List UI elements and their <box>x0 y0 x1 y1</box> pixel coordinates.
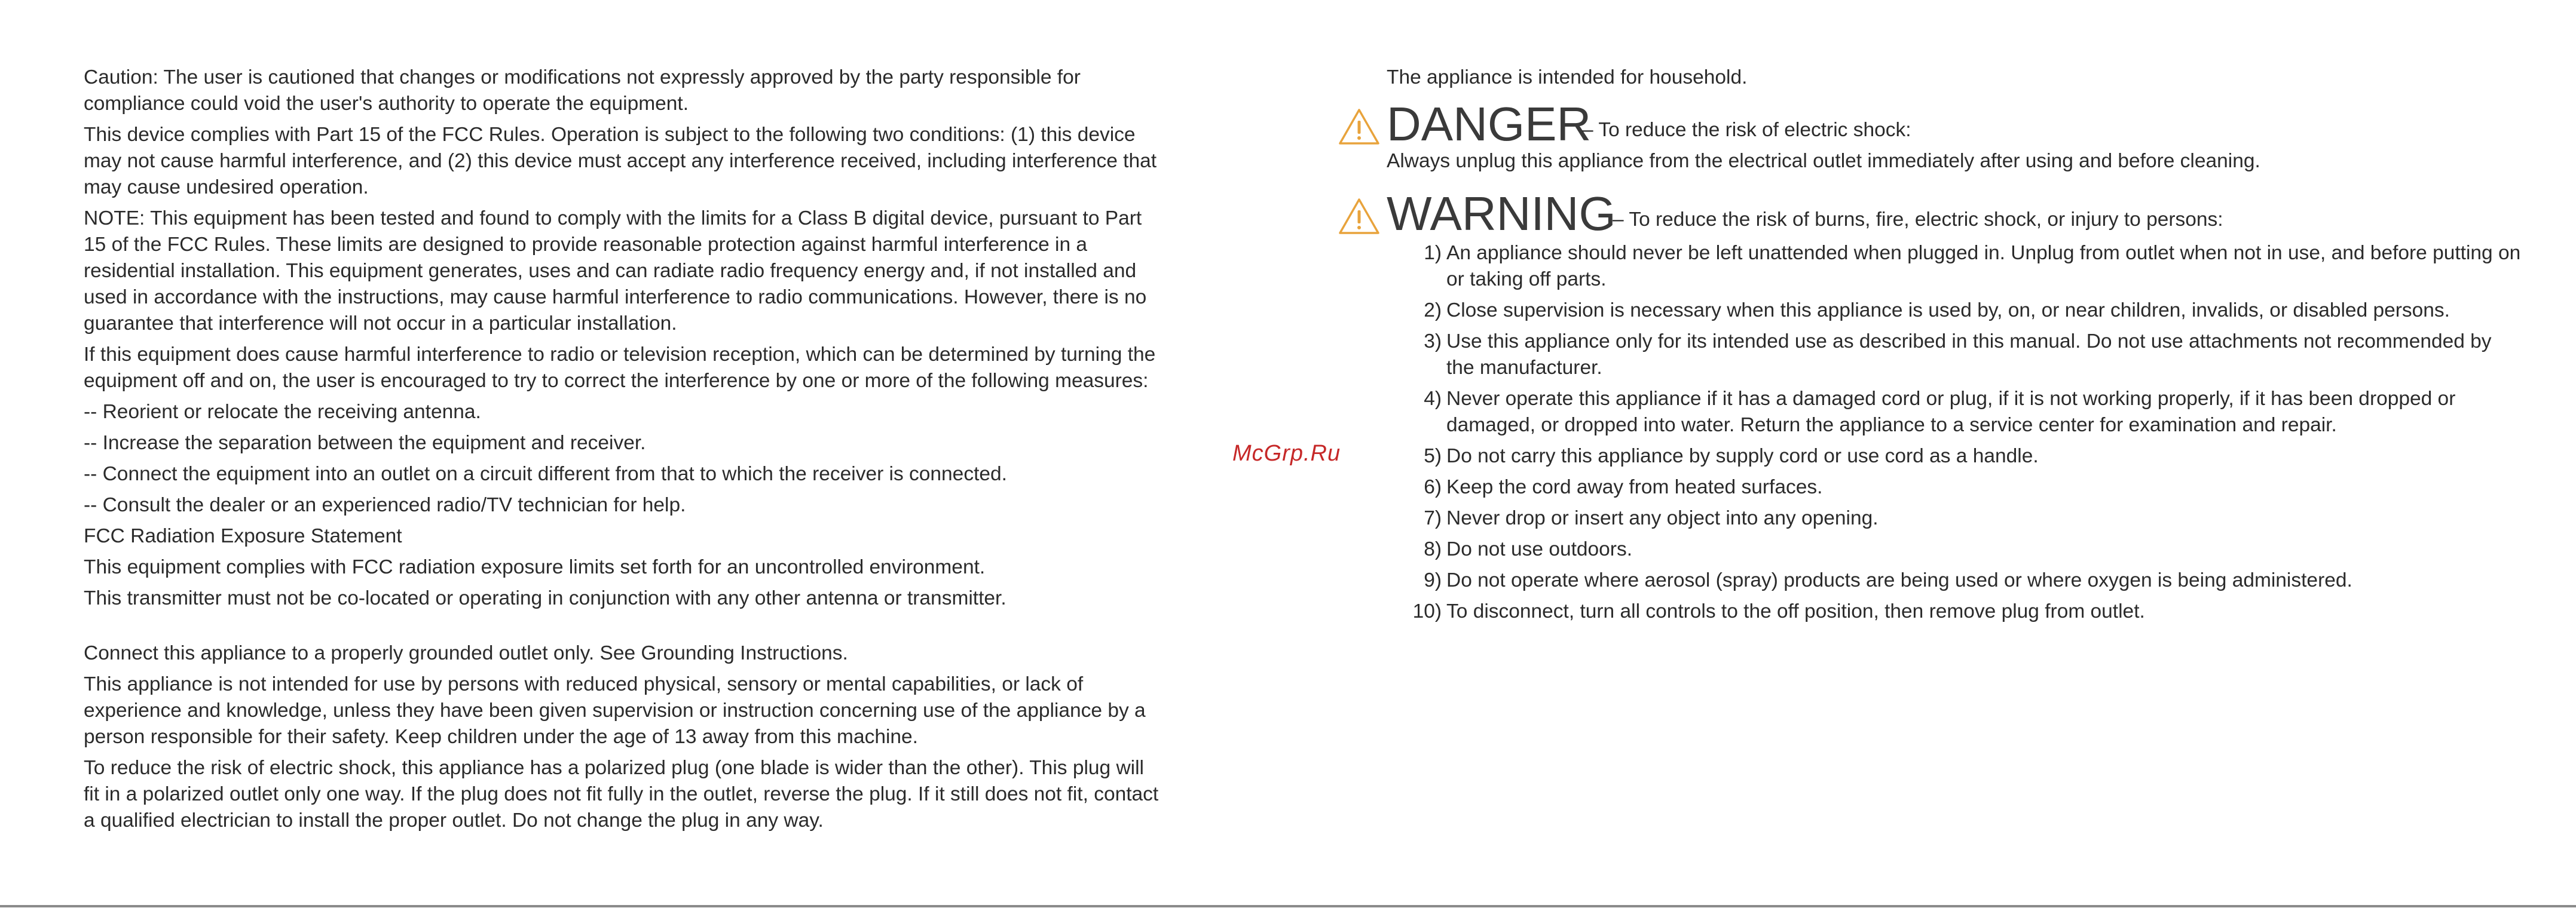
caution-paragraph: Caution: The user is cautioned that changes or modifications not expressly approved by the party responsible for compliance could void the user's authority to operate the equipment. <box>84 66 1081 115</box>
radiation-heading: FCC Radiation Exposure Statement <box>84 525 402 547</box>
list-item: 4) Never operate this appliance if it has a damaged cord or plug, if it is not working properly, if it has been dropped or damaged, or dropped into water. Return the appliance to a service center for examination and repair. <box>1424 388 2456 436</box>
danger-lead: – To reduce the risk of electric shock: <box>1582 119 1911 141</box>
list-item: 6) Keep the cord away from heated surfaces. <box>1424 476 1823 498</box>
transmitter-paragraph: This transmitter must not be co-located or operating in conjunction with any other antenna or transmitter. <box>84 587 1006 609</box>
warning-label: WARNING <box>1387 187 1616 240</box>
measure-item: -- Consult the dealer or an experienced radio/TV technician for help. <box>84 494 686 516</box>
fcc-notice-column <box>84 65 1159 839</box>
interference-paragraph: If this equipment does cause harmful interference to radio or television reception, which can be determined by turning the equipment off and on, the user is encouraged to try to correct the interference by one or more of the following measures: <box>84 343 1156 392</box>
list-item: 3) Use this appliance only for its intended use as described in this manual. Do not use attachments not recommended by the manufacturer. <box>1424 330 2492 379</box>
warning-lead: – To reduce the risk of burns, fire, electric shock, or injury to persons: <box>1613 208 2223 231</box>
note-paragraph: NOTE: This equipment has been tested and found to comply with the limits for a Class B digital device, pursuant to Part 15 of the FCC Rules. These limits are designed to provide reasonable protection against harmful interference in a residential installation. This equipment generates, uses and can radiate radio frequency energy and, if not installed and used in accordance with the instructions, may cause harmful interference to radio communications. However, there is no guarantee that interference will not occur in a particular installation. <box>84 207 1147 335</box>
list-item: 8) Do not use outdoors. <box>1424 538 1633 560</box>
warning-list <box>1373 240 2522 625</box>
watermark: McGrp.Ru <box>1232 441 1341 466</box>
measure-item: -- Connect the equipment into an outlet on a circuit different from that to which the receiver is connected. <box>84 463 1007 485</box>
fcc-part15-paragraph: This device complies with Part 15 of the FCC Rules. Operation is subject to the following two conditions: (1) this device may not cause harmful interference, and (2) this device must accept any interference received, including interference that may cause undesired operation. <box>84 124 1157 198</box>
list-item: 2) Close supervision is necessary when this appliance is used by, on, or near children, invalids, or disabled persons. <box>1424 299 2450 321</box>
danger-text: Always unplug this appliance from the electrical outlet immediately after using and before cleaning. <box>1387 150 2260 172</box>
list-item: 9) Do not operate where aerosol (spray) products are being used or where oxygen is being administered. <box>1424 569 2352 591</box>
polarized-plug-paragraph: To reduce the risk of electric shock, this appliance has a polarized plug (one blade is wider than the other). This plug will fit in a polarized outlet only one way. If the plug does not fit fully in the outlet, reverse the plug. If it still does not fit, contact a qualified electrician to install the proper outlet. Do not change the plug in any way. <box>84 757 1159 832</box>
list-item: 1) An appliance should never be left unattended when plugged in. Unplug from outlet when not in use, and before putting on or taking off parts. <box>1424 242 2521 290</box>
warning-triangle-icon <box>1338 197 1381 235</box>
list-item: 7) Never drop or insert any object into any opening. <box>1424 507 1879 529</box>
measure-item: -- Increase the separation between the equipment and receiver. <box>84 432 646 454</box>
usage-restriction-paragraph: This appliance is not intended for use by persons with reduced physical, sensory or mental capabilities, or lack of experience and knowledge, unless they have been given supervision or instruction concerning use of the appliance by a person responsible for their safety. Keep children under the age of 13 away from this machine. <box>84 673 1146 748</box>
page-divider <box>0 905 2576 907</box>
safety-column <box>1387 65 2522 630</box>
danger-section <box>1387 97 2522 174</box>
danger-label: DANGER <box>1387 97 1592 151</box>
measure-item: -- Reorient or relocate the receiving antenna. <box>84 401 481 423</box>
household-intro: The appliance is intended for household. <box>1387 66 1748 88</box>
grounding-paragraph: Connect this appliance to a properly grounded outlet only. See Grounding Instructions. <box>84 642 848 664</box>
warning-section <box>1387 187 2522 625</box>
warning-triangle-icon <box>1338 108 1381 146</box>
list-item: 10) To disconnect, turn all controls to the off position, then remove plug from outlet. <box>1412 600 2145 622</box>
list-item: 5) Do not carry this appliance by supply cord or use cord as a handle. <box>1424 445 2039 467</box>
radiation-paragraph: This equipment complies with FCC radiation exposure limits set forth for an uncontrolled environment. <box>84 556 986 578</box>
